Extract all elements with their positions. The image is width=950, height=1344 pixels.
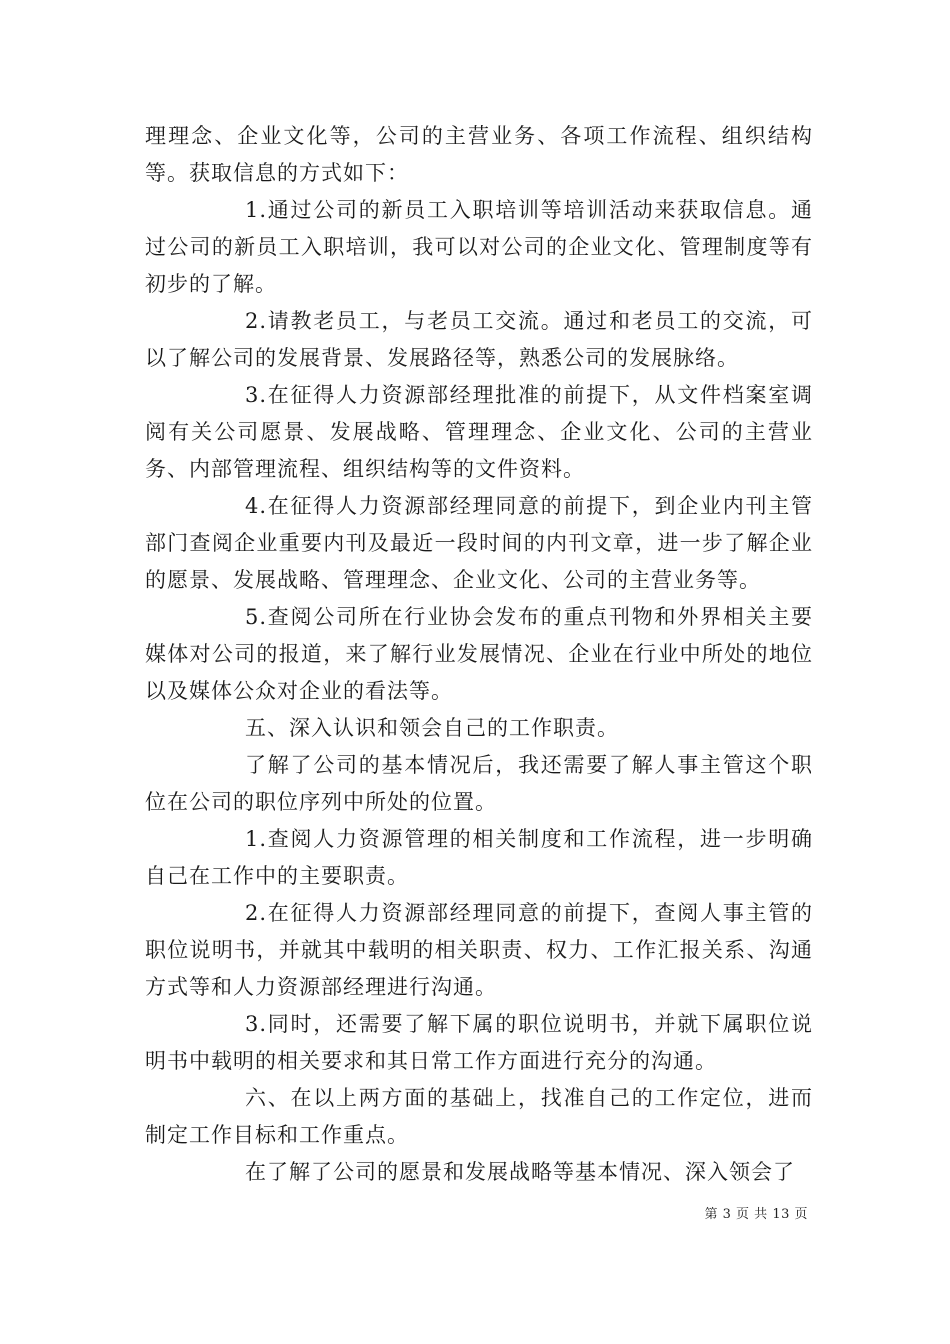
paragraph: 3.同时，还需要了解下属的职位说明书，并就下属职位说明书中载明的相关要求和其日常工作方面进行充分的沟通。	[145, 1012, 813, 1073]
paragraph: 2.在征得人力资源部经理同意的前提下，查阅人事主管的职位说明书，并就其中载明的相关职责、权力、工作汇报关系、沟通方式等和人力资源部经理进行沟通。	[145, 901, 813, 999]
paragraph: 3.在征得人力资源部经理批准的前提下，从文件档案室调阅有关公司愿景、发展战略、管理理念、企业文化、公司的主营业务、内部管理流程、组织结构等的文件资料。	[145, 383, 813, 481]
paragraph: 1.查阅人力资源管理的相关制度和工作流程，进一步明确自己在工作中的主要职责。	[145, 827, 813, 888]
paragraph: 2.请教老员工，与老员工交流。通过和老员工的交流，可以了解公司的发展背景、发展路径等，熟悉公司的发展脉络。	[145, 309, 813, 370]
paragraph: 理理念、企业文化等，公司的主营业务、各项工作流程、组织结构等。获取信息的方式如下：	[145, 124, 813, 185]
paragraph: 在了解了公司的愿景和发展战略等基本情况、深入领会了	[245, 1160, 795, 1184]
page-number: 第 3 页 共 13 页	[704, 1207, 808, 1222]
paragraph: 5.查阅公司所在行业协会发布的重点刊物和外界相关主要媒体对公司的报道，来了解行业发展情况、企业在行业中所处的地位以及媒体公众对企业的看法等。	[145, 605, 813, 703]
paragraph: 4.在征得人力资源部经理同意的前提下，到企业内刊主管部门查阅企业重要内刊及最近一段时间的内刊文章，进一步了解企业的愿景、发展战略、管理理念、企业文化、公司的主营业务等。	[145, 494, 813, 592]
paragraph: 1.通过公司的新员工入职培训等培训活动来获取信息。通过公司的新员工入职培训，我可以对公司的企业文化、管理制度等有初步的了解。	[145, 198, 813, 296]
section-heading: 五、深入认识和领会自己的工作职责。	[245, 716, 619, 740]
paragraph: 了解了公司的基本情况后，我还需要了解人事主管这个职位在公司的职位序列中所处的位置。	[145, 753, 813, 814]
document-body	[145, 118, 813, 1191]
section-heading: 六、在以上两方面的基础上，找准自己的工作定位，进而制定工作目标和工作重点。	[145, 1086, 813, 1147]
